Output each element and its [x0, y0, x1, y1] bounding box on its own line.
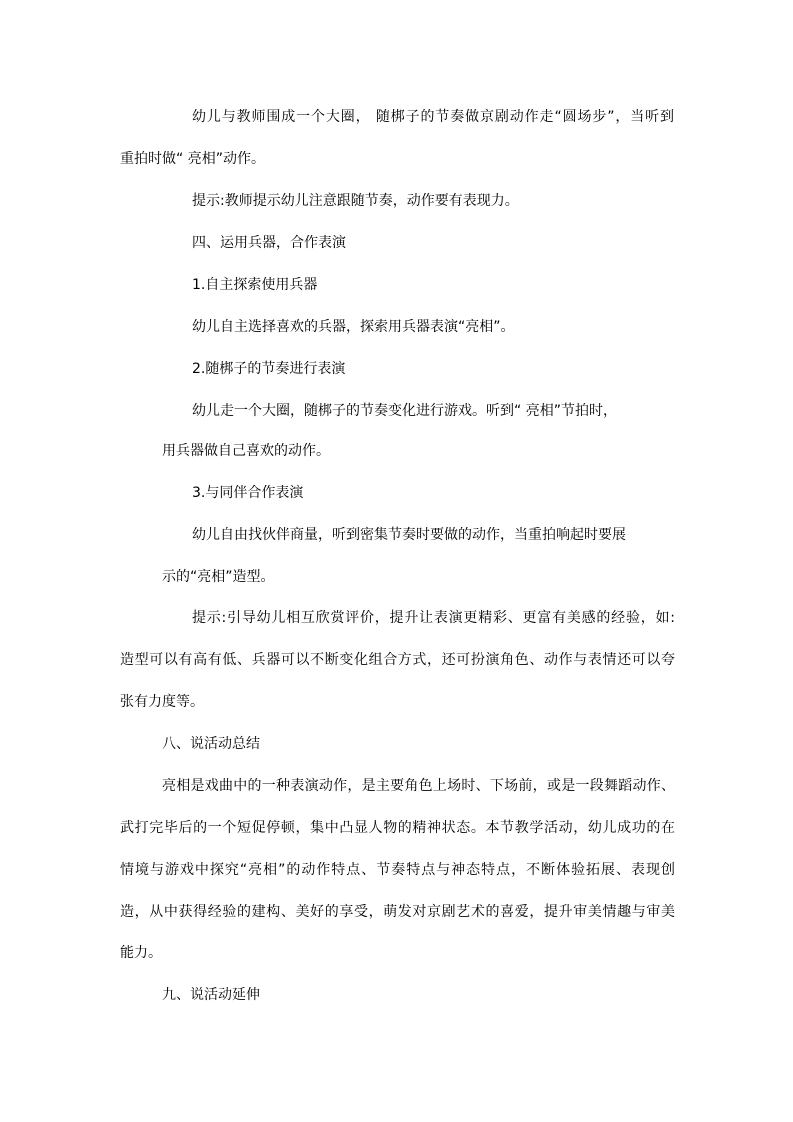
paragraph-line: 幼儿走一个大圈，随梆子的节奏变化进行游戏。听到“ 亮相”节拍时，: [192, 403, 617, 419]
subsection-heading: 2.随梆子的节奏进行表演: [192, 361, 346, 377]
paragraph-line: 情境与游戏中探究“亮相”的动作特点、节奏特点与神态特点，不断体验拓展、表现创: [120, 862, 675, 878]
paragraph-line: 造型可以有高有低、兵器可以不断变化组合方式，还可扮演角色、动作与表情还可以夸: [120, 652, 675, 668]
paragraph-line: 张有力度等。: [120, 694, 204, 710]
subsection-heading: 1.自主探索使用兵器: [192, 277, 318, 293]
paragraph-line: 幼儿自由找伙伴商量，听到密集节奏时要做的动作，当重拍响起时要展: [192, 527, 626, 543]
paragraph-line: 示的“亮相”造型。: [162, 569, 275, 585]
paragraph-line: 提示:引导幼儿相互欣赏评价，提升让表演更精彩、更富有美感的经验，如:: [192, 610, 675, 626]
paragraph-line: 重拍时做“ 亮相”动作。: [120, 151, 265, 167]
paragraph-line: 提示:教师提示幼儿注意跟随节奏，动作要有表现力。: [192, 193, 519, 209]
section-heading: 四、运用兵器，合作表演: [192, 235, 346, 251]
subsection-heading: 3.与同伴合作表演: [192, 485, 304, 501]
paragraph-line: 幼儿自主选择喜欢的兵器，探索用兵器表演“亮相”。: [192, 319, 515, 335]
paragraph-line: 幼儿与教师围成一个大圈， 随梆子的节奏做京剧动作走“圆场步”，当听到: [192, 109, 674, 125]
section-heading: 八、说活动总结: [162, 736, 260, 752]
paragraph-line: 武打完毕后的一个短促停顿，集中凸显人物的精神状态。本节教学活动，幼儿成功的在: [120, 820, 675, 836]
paragraph-line: 能力。: [120, 945, 162, 961]
section-heading: 九、说活动延伸: [162, 987, 260, 1003]
paragraph-line: 用兵器做自己喜欢的动作。: [162, 443, 330, 459]
paragraph-line: 亮相是戏曲中的一种表演动作，是主要角色上场时、下场前，或是一段舞蹈动作、: [162, 778, 675, 794]
paragraph-line: 造，从中获得经验的建构、美好的享受，萌发对京剧艺术的喜爱，提升审美情趣与审美: [120, 904, 675, 920]
